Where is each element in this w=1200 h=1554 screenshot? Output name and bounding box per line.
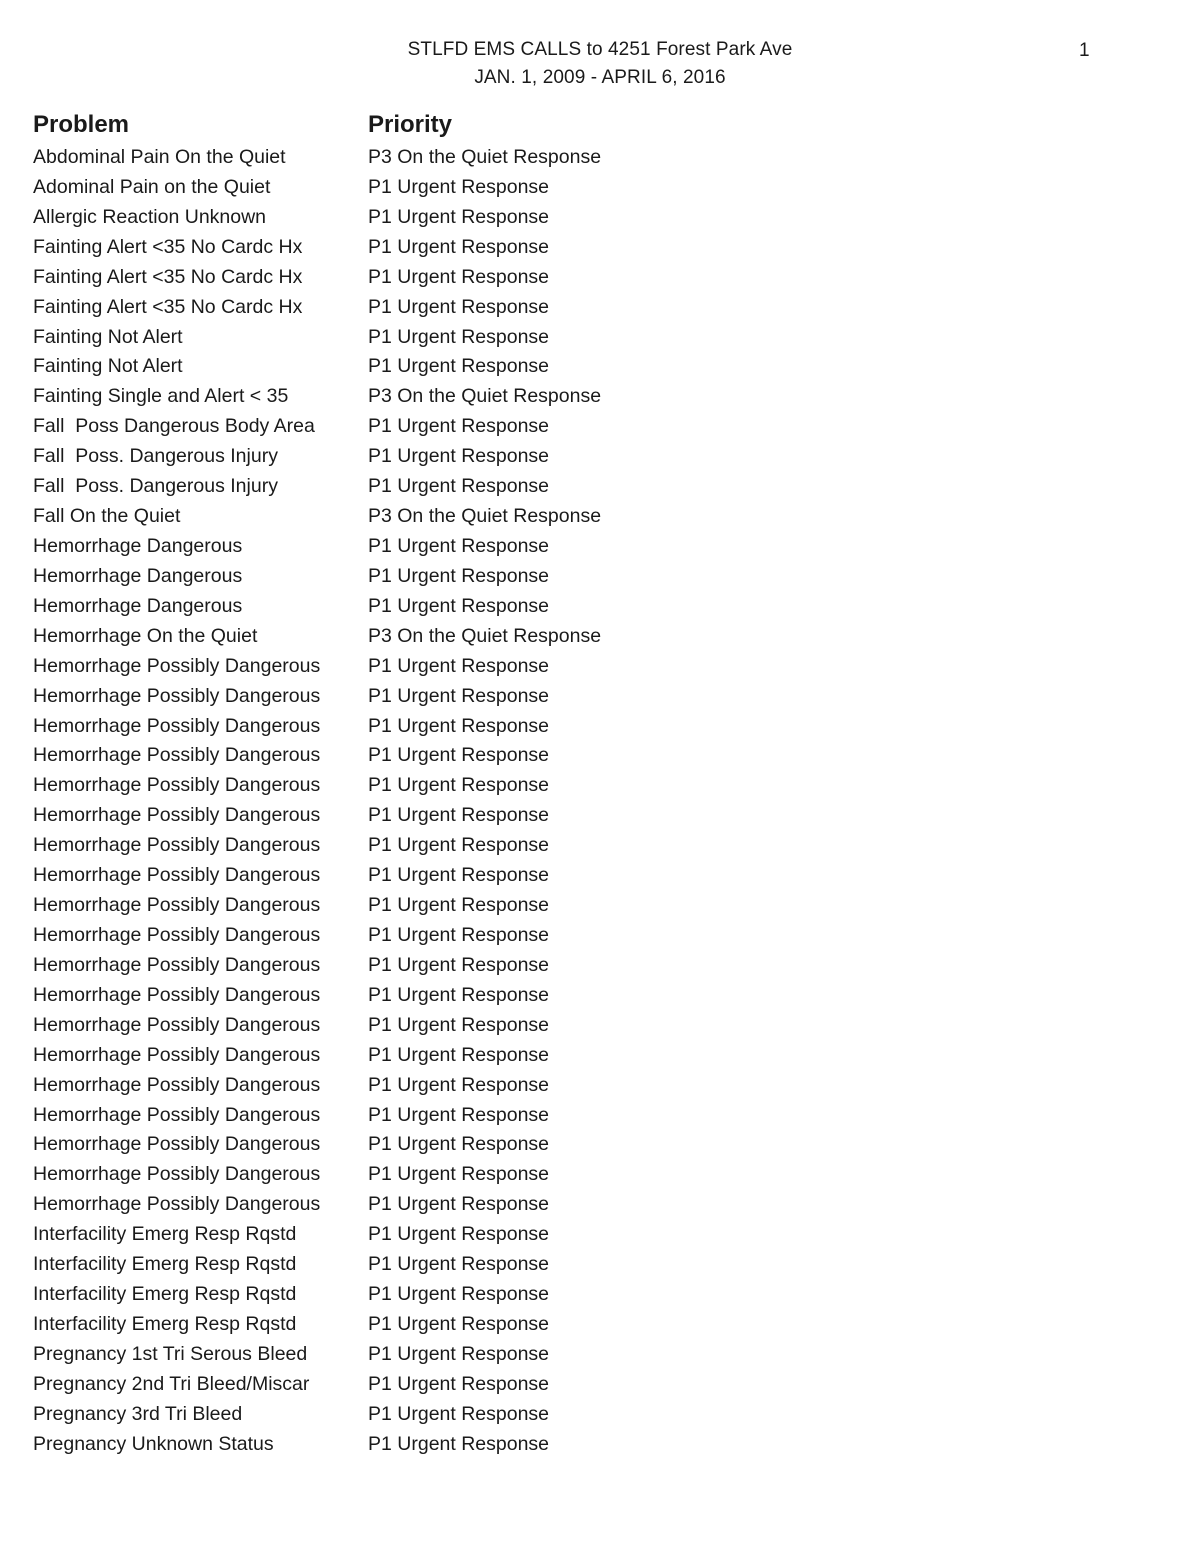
problem-cell: Hemorrhage Possibly Dangerous — [33, 1103, 321, 1126]
date-range: JAN. 1, 2009 - APRIL 6, 2016 — [474, 67, 726, 88]
table-row — [0, 143, 1200, 173]
problem-cell: Fainting Not Alert — [33, 325, 183, 348]
problem-column-header: Problem — [33, 111, 130, 138]
problem-cell: Hemorrhage Possibly Dangerous — [33, 1193, 321, 1216]
problem-cell: Fainting Alert <35 No Cardc Hx — [33, 265, 303, 288]
problem-cell: Fall Poss. Dangerous Injury — [33, 445, 278, 468]
table-row — [0, 1071, 1200, 1101]
table-row — [0, 233, 1200, 263]
table-row — [0, 801, 1200, 831]
problem-cell: Fainting Alert <35 No Cardc Hx — [33, 235, 303, 258]
table-row — [0, 323, 1200, 353]
problem-cell: Hemorrhage Possibly Dangerous — [33, 923, 321, 946]
priority-cell: P1 Urgent Response — [368, 1133, 550, 1156]
problem-cell: Hemorrhage Possibly Dangerous — [33, 1043, 321, 1066]
problem-cell: Interfacility Emerg Resp Rqstd — [33, 1253, 297, 1276]
table-row — [0, 1101, 1200, 1131]
priority-cell: P1 Urgent Response — [368, 864, 550, 887]
priority-cell: P1 Urgent Response — [368, 175, 550, 198]
problem-cell: Pregnancy 3rd Tri Bleed — [33, 1402, 243, 1425]
priority-cell: P1 Urgent Response — [368, 534, 550, 557]
problem-cell: Hemorrhage Possibly Dangerous — [33, 774, 321, 797]
priority-cell: P1 Urgent Response — [368, 744, 550, 767]
priority-cell: P1 Urgent Response — [368, 684, 550, 707]
priority-cell: P1 Urgent Response — [368, 325, 550, 348]
problem-cell: Hemorrhage Possibly Dangerous — [33, 1133, 321, 1156]
priority-cell: P1 Urgent Response — [368, 445, 550, 468]
table-row — [0, 1340, 1200, 1370]
problem-cell: Abdominal Pain On the Quiet — [33, 146, 286, 168]
priority-cell: P1 Urgent Response — [368, 1223, 550, 1246]
problem-cell: Hemorrhage Possibly Dangerous — [33, 744, 321, 767]
table-row — [0, 771, 1200, 801]
priority-cell: P1 Urgent Response — [368, 983, 550, 1006]
calls-table — [0, 143, 1200, 1460]
priority-cell: P1 Urgent Response — [368, 894, 550, 917]
priority-cell: P1 Urgent Response — [368, 355, 550, 378]
priority-cell: P1 Urgent Response — [368, 295, 550, 318]
problem-cell: Interfacility Emerg Resp Rqstd — [33, 1283, 297, 1306]
priority-cell: P1 Urgent Response — [368, 1253, 550, 1276]
problem-cell: Hemorrhage Possibly Dangerous — [33, 864, 321, 887]
table-row — [0, 622, 1200, 652]
table-row — [0, 1280, 1200, 1310]
table-row — [0, 951, 1200, 981]
table-row — [0, 203, 1200, 233]
priority-cell: P3 On the Quiet Response — [368, 624, 602, 647]
problem-cell: Pregnancy 2nd Tri Bleed/Miscar — [33, 1372, 310, 1395]
problem-cell: Hemorrhage Possibly Dangerous — [33, 654, 321, 677]
priority-cell: P1 Urgent Response — [368, 804, 550, 827]
table-row — [0, 981, 1200, 1011]
problem-cell: Hemorrhage Possibly Dangerous — [33, 834, 321, 857]
problem-cell: Hemorrhage Possibly Dangerous — [33, 1163, 321, 1186]
priority-cell: P1 Urgent Response — [368, 953, 550, 976]
priority-cell: P1 Urgent Response — [368, 1342, 550, 1365]
priority-column-header: Priority — [368, 111, 453, 138]
table-row — [0, 1011, 1200, 1041]
table-row — [0, 652, 1200, 682]
priority-cell: P1 Urgent Response — [368, 1193, 550, 1216]
table-row — [0, 412, 1200, 442]
table-row — [0, 1220, 1200, 1250]
problem-cell: Hemorrhage Possibly Dangerous — [33, 953, 321, 976]
table-row — [0, 831, 1200, 861]
table-row — [0, 1130, 1200, 1160]
priority-cell: P1 Urgent Response — [368, 265, 550, 288]
table-row — [0, 502, 1200, 532]
table-row — [0, 352, 1200, 382]
priority-cell: P1 Urgent Response — [368, 834, 550, 857]
priority-cell: P1 Urgent Response — [368, 564, 550, 587]
problem-cell: Hemorrhage Dangerous — [33, 564, 243, 587]
priority-cell: P1 Urgent Response — [368, 1163, 550, 1186]
priority-cell: P3 On the Quiet Response — [368, 385, 602, 408]
priority-cell: P1 Urgent Response — [368, 1283, 550, 1306]
page-header — [0, 36, 1200, 92]
problem-cell: Hemorrhage Possibly Dangerous — [33, 1073, 321, 1096]
problem-cell: Hemorrhage Dangerous — [33, 594, 243, 617]
problem-cell: Fainting Alert <35 No Cardc Hx — [33, 295, 303, 318]
table-row — [0, 682, 1200, 712]
table-row — [0, 592, 1200, 622]
table-row — [0, 1310, 1200, 1340]
problem-cell: Hemorrhage On the Quiet — [33, 624, 258, 647]
table-row — [0, 263, 1200, 293]
problem-cell: Pregnancy Unknown Status — [33, 1432, 274, 1455]
page-number: 1 — [1079, 40, 1090, 61]
priority-cell: P1 Urgent Response — [368, 774, 550, 797]
table-row — [0, 921, 1200, 951]
table-row — [0, 1370, 1200, 1400]
table-row — [0, 891, 1200, 921]
table-row — [0, 712, 1200, 742]
priority-cell: P1 Urgent Response — [368, 594, 550, 617]
problem-cell: Interfacility Emerg Resp Rqstd — [33, 1223, 297, 1246]
problem-cell: Hemorrhage Dangerous — [33, 534, 243, 557]
column-headers — [0, 110, 1200, 142]
problem-cell: Fall Poss Dangerous Body Area — [33, 415, 315, 438]
table-row — [0, 861, 1200, 891]
priority-cell: P3 On the Quiet Response — [368, 146, 602, 168]
table-row — [0, 173, 1200, 203]
priority-cell: P1 Urgent Response — [368, 714, 550, 737]
problem-cell: Hemorrhage Possibly Dangerous — [33, 983, 321, 1006]
table-row — [0, 1250, 1200, 1280]
problem-cell: Fall On the Quiet — [33, 505, 181, 528]
problem-cell: Fainting Single and Alert < 35 — [33, 385, 289, 408]
table-row — [0, 442, 1200, 472]
priority-cell: P1 Urgent Response — [368, 1043, 550, 1066]
priority-cell: P1 Urgent Response — [368, 1103, 550, 1126]
priority-cell: P3 On the Quiet Response — [368, 505, 602, 528]
priority-cell: P1 Urgent Response — [368, 1432, 550, 1455]
problem-cell: Adominal Pain on the Quiet — [33, 175, 271, 198]
table-row — [0, 293, 1200, 323]
table-row — [0, 562, 1200, 592]
priority-cell: P1 Urgent Response — [368, 1372, 550, 1395]
table-row — [0, 1041, 1200, 1071]
problem-cell: Interfacility Emerg Resp Rqstd — [33, 1312, 297, 1335]
problem-cell: Hemorrhage Possibly Dangerous — [33, 894, 321, 917]
priority-cell: P1 Urgent Response — [368, 205, 550, 228]
problem-cell: Hemorrhage Possibly Dangerous — [33, 684, 321, 707]
priority-cell: P1 Urgent Response — [368, 1312, 550, 1335]
priority-cell: P1 Urgent Response — [368, 923, 550, 946]
document-title: STLFD EMS CALLS to 4251 Forest Park Ave — [407, 39, 793, 60]
table-row — [0, 1400, 1200, 1430]
problem-cell: Fall Poss. Dangerous Injury — [33, 475, 278, 498]
priority-cell: P1 Urgent Response — [368, 415, 550, 438]
priority-cell: P1 Urgent Response — [368, 475, 550, 498]
problem-cell: Hemorrhage Possibly Dangerous — [33, 1013, 321, 1036]
table-row — [0, 532, 1200, 562]
table-row — [0, 1160, 1200, 1190]
priority-cell: P1 Urgent Response — [368, 654, 550, 677]
table-row — [0, 1430, 1200, 1460]
table-row — [0, 1190, 1200, 1220]
priority-cell: P1 Urgent Response — [368, 235, 550, 258]
problem-cell: Pregnancy 1st Tri Serous Bleed — [33, 1342, 308, 1365]
priority-cell: P1 Urgent Response — [368, 1073, 550, 1096]
table-row — [0, 472, 1200, 502]
problem-cell: Allergic Reaction Unknown — [33, 205, 267, 228]
table-row — [0, 741, 1200, 771]
problem-cell: Hemorrhage Possibly Dangerous — [33, 804, 321, 827]
priority-cell: P1 Urgent Response — [368, 1013, 550, 1036]
problem-cell: Hemorrhage Possibly Dangerous — [33, 714, 321, 737]
problem-cell: Fainting Not Alert — [33, 355, 183, 378]
priority-cell: P1 Urgent Response — [368, 1402, 550, 1425]
table-row — [0, 382, 1200, 412]
